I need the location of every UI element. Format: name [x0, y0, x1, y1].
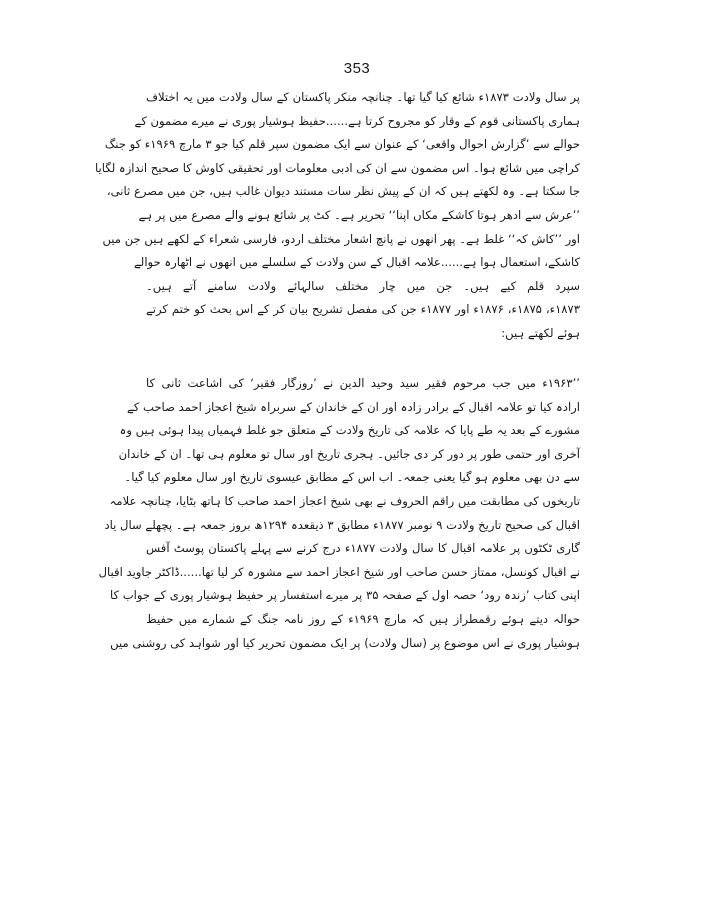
text-line: گاری ٹکٹوں پر علامہ اقبال کا سال ولادت ۱۸۷۷ء درج کرنے سے پہلے پاکستان پوسٹ آفس — [146, 541, 580, 556]
text-line: اقبال کی صحیح تاریخ ولادت ۹ نومبر ۱۸۷۷ء مطابق ۳ ذیقعدہ ۱۲۹۴ھ بروز جمعہ ہے۔ پچھلے سال یاد — [104, 517, 580, 532]
text-line: ہماری پاکستانی قوم کے وقار کو مجروح کرتا ہے......حفیظ ہوشیار پوری نے میرے مضمون کے — [134, 113, 580, 128]
text-line: کراچی میں شائع ہوا۔ اس مضمون سے ان کی ادبی معلومات اور تحقیقی کاوش کا صحیح اندازہ لگایا — [95, 160, 580, 175]
text-line: نے اقبال کونسل، ممتاز حسن صاحب اور شیخ اعجاز احمد سے مشورہ کر لیا تھا......ڈاکٹر جاوید اقبال — [98, 564, 580, 579]
paragraph-1 — [95, 86, 580, 346]
text-line: اور ’’کاش کہ‘‘ غلط ہے۔ پھر انھوں نے پانچ اشعار مختلف اردو، فارسی شعراء کے لکھے ہیں جن میں — [102, 231, 580, 246]
text-line: ’’۱۹۶۳ء میں جب مرحوم فقیر سید وحید الدین نے ’روزگار فقیر‘ کی اشاعت ثانی کا — [146, 376, 580, 390]
text-line: تاریخوں کی مطابقت میں راقم الحروف نے بھی شیخ اعجاز احمد صاحب کا ہاتھ بٹایا، چنانچہ علامہ — [109, 493, 580, 508]
text-line: سپرد قلم کیے ہیں۔ جن میں چار مختلف سالہائے ولادت سامنے آتے ہیں۔ — [146, 278, 580, 293]
text-line: حوالہ دیتے ہوئے رقمطراز ہیں کہ مارچ ۱۹۶۹ء کے روز نامہ جنگ کے شمارے میں حفیظ — [146, 611, 580, 626]
text-line: ۱۸۷۳ء، ۱۸۷۵ء، ۱۸۷۶ء اور ۱۸۷۷ء جن کی مفصل تشریح بیان کر کے اس بحث کو ختم کرتے — [146, 302, 580, 317]
text-line: آخری اور حتمی طور پر دور کر دی جائیں۔ ہجری تاریخ اور سال تو معلوم ہی تھا۔ ان کے خاندان — [118, 446, 580, 461]
text-line: ہوئے لکھتے ہیں: — [501, 325, 580, 340]
text-line: ’’عرش سے ادھر ہوتا کاشکے مکاں اپنا‘‘ تحریر ہے۔ کٹ پر شائع ہونے والے مصرع میں پر ہے — [138, 207, 580, 222]
text-line: سے دن بھی معلوم ہو گیا یعنی جمعہ۔ اب اس کے مطابق عیسوی تاریخ اور سال معلوم کیا گیا۔ — [124, 470, 580, 485]
text-line: ارادہ کیا تو علامہ اقبال کے برادر زادہ اور ان کے خاندان کے سربراہ شیخ اعجاز احمد صاحب کے — [127, 399, 580, 414]
text-line: کاشکے، استعمال ہوا ہے......علامہ اقبال کے سن ولادت کے سلسلے میں انھوں نے اٹھارہ حوالے — [134, 255, 580, 270]
text-line: مشورے کے بعد یہ طے پایا کہ علامہ کی تاریخ ولادت کے متعلق جو غلط فہمیاں پیدا ہوئی ہیں وہ — [119, 423, 580, 438]
page-number: 353 — [343, 60, 371, 77]
text-line: جا سکتا ہے۔ وہ لکھتے ہیں کہ ان کے پیش نظر سات مستند دیوان غالب ہیں، جن میں مصرع ثانی، — [106, 184, 580, 199]
quoted-paragraph — [98, 372, 580, 655]
text-line: حوالے سے ’گزارش احوال واقعی‘ کے عنوان سے ایک مضمون سپر قلم کیا جو ۳ مارچ ۱۹۶۹ء کو جنگ — [104, 137, 580, 152]
text-line: ہوشیار پوری نے اس موضوع پر (سال ولادت) پر ایک مضمون تحریر کیا اور شواہد کی روشنی میں — [110, 635, 580, 650]
text-line: اپنی کتاب ’زندہ رود‘ حصہ اول کے صفحہ ۳۵ پر میرے استفسار پر حفیظ ہوشیار پوری کے جواب کا — [109, 588, 580, 603]
text-line: پر سال ولادت ۱۸۷۳ء شائع کیا گیا تھا۔ چنانچہ منکر پاکستان کے سال ولادت میں یہ اختلاف — [146, 90, 580, 104]
